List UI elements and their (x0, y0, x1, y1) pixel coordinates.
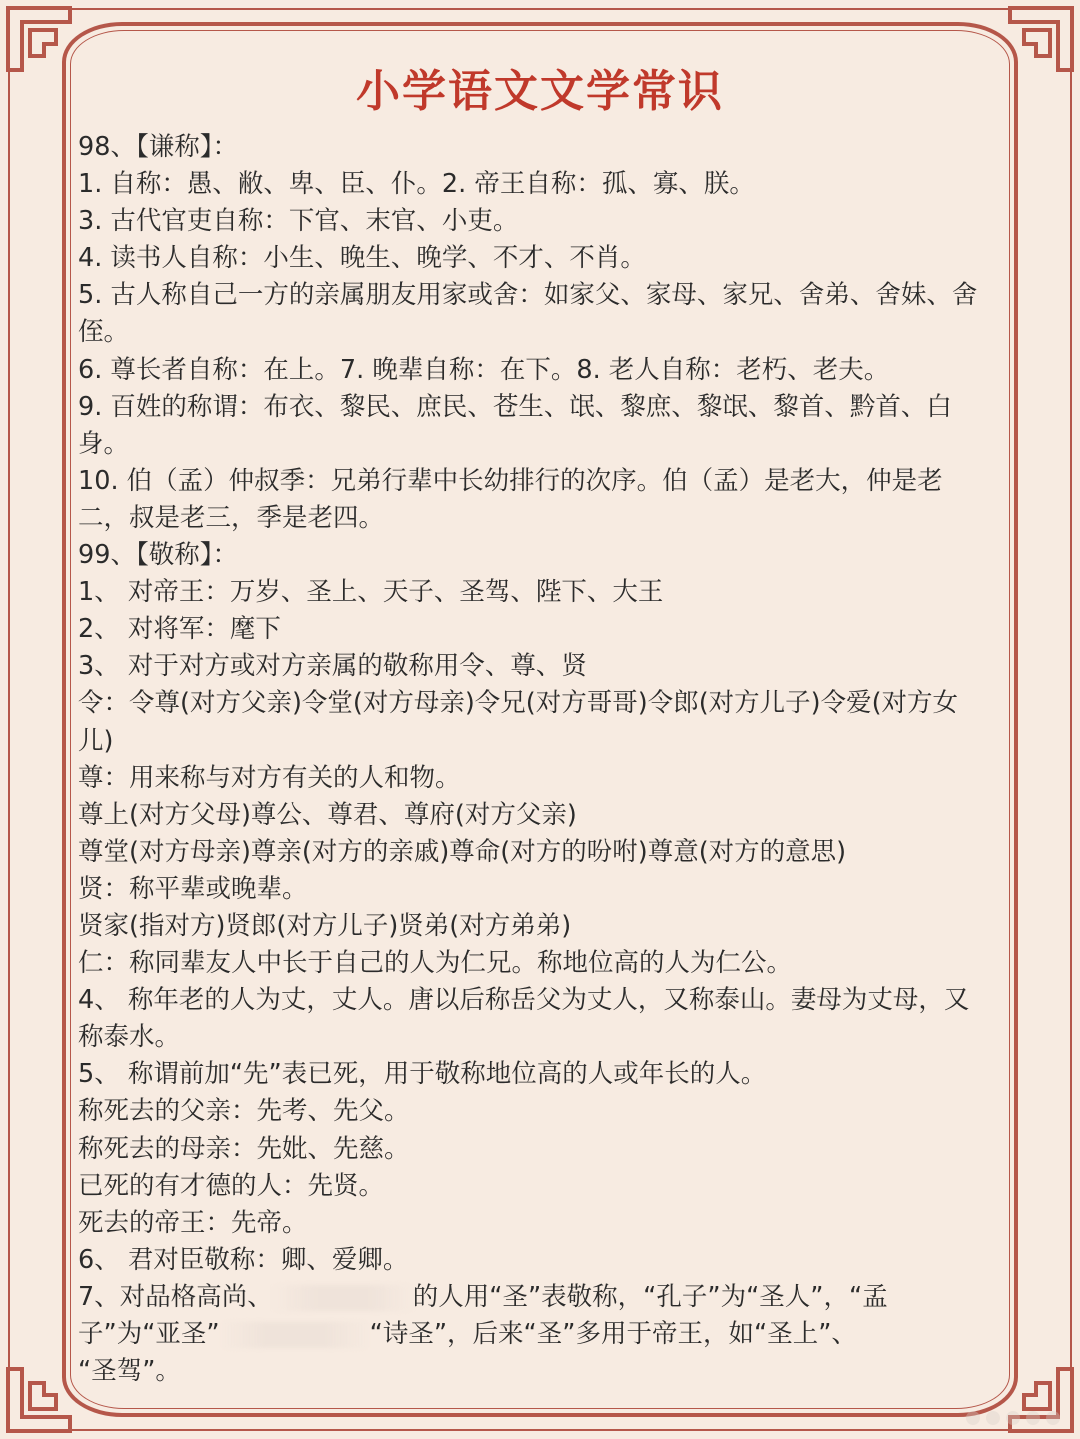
text-line: 贤家(指对方)贤郎(对方儿子)贤弟(对方弟弟) (78, 910, 572, 941)
text-line: 5、 称谓前加“先”表已死，用于敬称地位高的人或年长的人。 (78, 1059, 767, 1090)
text-fragment: 子”为“亚圣” (78, 1319, 220, 1349)
text-line: 死去的帝王：先帝。 (78, 1207, 308, 1238)
text-line: 尊：用来称与对方有关的人和物。 (78, 762, 461, 793)
text-line: 已死的有才德的人：先贤。 (78, 1170, 385, 1201)
text-line: 1. 自称：愚、敝、卑、臣、仆。2. 帝王自称：孤、寡、朕。 (78, 169, 755, 200)
text-line: 10. 伯（孟）仲叔季：兄弟行辈中长幼排行的次序。伯（孟）是老大，仲是老 (78, 465, 943, 496)
text-line: 称死去的父亲：先考、先父。 (78, 1096, 410, 1127)
text-line-partially-obscured (78, 1279, 1018, 1316)
watermark (966, 1411, 1060, 1425)
text-line: 儿) (78, 725, 114, 756)
text-line: 6. 尊长者自称：在上。7. 晚辈自称：在下。8. 老人自称：老朽、老夫。 (78, 354, 890, 385)
text-line: 3、 对于对方或对方亲属的敬称用令、尊、贤 (78, 651, 587, 682)
text-line: 99、【敬称】： (78, 540, 238, 571)
text-fragment: 7、对品格高尚、 (78, 1281, 273, 1312)
text-line: 5. 古人称自己一方的亲属朋友用家或舍：如家父、家母、家兄、舍弟、舍妹、舍 (78, 280, 978, 311)
text-line: 3. 古代官吏自称：下官、末官、小吏。 (78, 206, 519, 237)
text-line: “圣驾”。 (78, 1356, 181, 1387)
blurred-region (220, 1322, 370, 1348)
text-line: 1、 对帝王：万岁、圣上、天子、圣驾、陛下、大王 (78, 577, 664, 608)
text-line-partially-obscured (78, 1316, 1018, 1353)
text-line: 98、【谦称】： (78, 132, 238, 162)
text-fragment: “诗圣”，后来“圣”多用于帝王，如“圣上”、 (369, 1319, 857, 1349)
text-line: 侄。 (78, 317, 130, 348)
text-line: 2、 对将军：麾下 (78, 614, 281, 645)
text-line: 身。 (78, 428, 130, 459)
content-body (78, 129, 1018, 1390)
blurred-region (273, 1285, 413, 1311)
text-line: 仁：称同辈友人中长于自己的人为仁兄。称地位高的人为仁公。 (78, 948, 793, 979)
page-title: 小学语文文学常识 (356, 66, 724, 117)
text-line: 4、 称年老的人为丈，丈人。唐以后称岳父为丈人，又称泰山。妻母为丈母，又 (78, 985, 970, 1016)
text-line: 称死去的母亲：先妣、先慈。 (78, 1133, 410, 1164)
text-line: 尊堂(对方母亲)尊亲(对方的亲戚)尊命(对方的吩咐)尊意(对方的意思) (78, 836, 847, 867)
text-line: 9. 百姓的称谓：布衣、黎民、庶民、苍生、氓、黎庶、黎氓、黎首、黔首、白 (78, 391, 952, 422)
text-line: 4. 读书人自称：小生、晚生、晚学、不才、不肖。 (78, 243, 646, 274)
text-line: 二，叔是老三，季是老四。 (78, 502, 385, 533)
text-fragment: 的人用“圣”表敬称，“孔子”为“圣人”，“孟 (412, 1281, 888, 1312)
text-line: 贤：称平辈或晚辈。 (78, 873, 308, 904)
text-line: 称泰水。 (78, 1022, 181, 1053)
text-line: 尊上(对方父母)尊公、尊君、尊府(对方父亲) (78, 799, 577, 830)
text-line: 令：令尊(对方父亲)令堂(对方母亲)令兄(对方哥哥)令郎(对方儿子)令爱(对方女 (78, 688, 959, 719)
corner-ornament-bottom-left (0, 1349, 90, 1439)
text-line: 6、 君对臣敬称：卿、爱卿。 (78, 1244, 409, 1275)
